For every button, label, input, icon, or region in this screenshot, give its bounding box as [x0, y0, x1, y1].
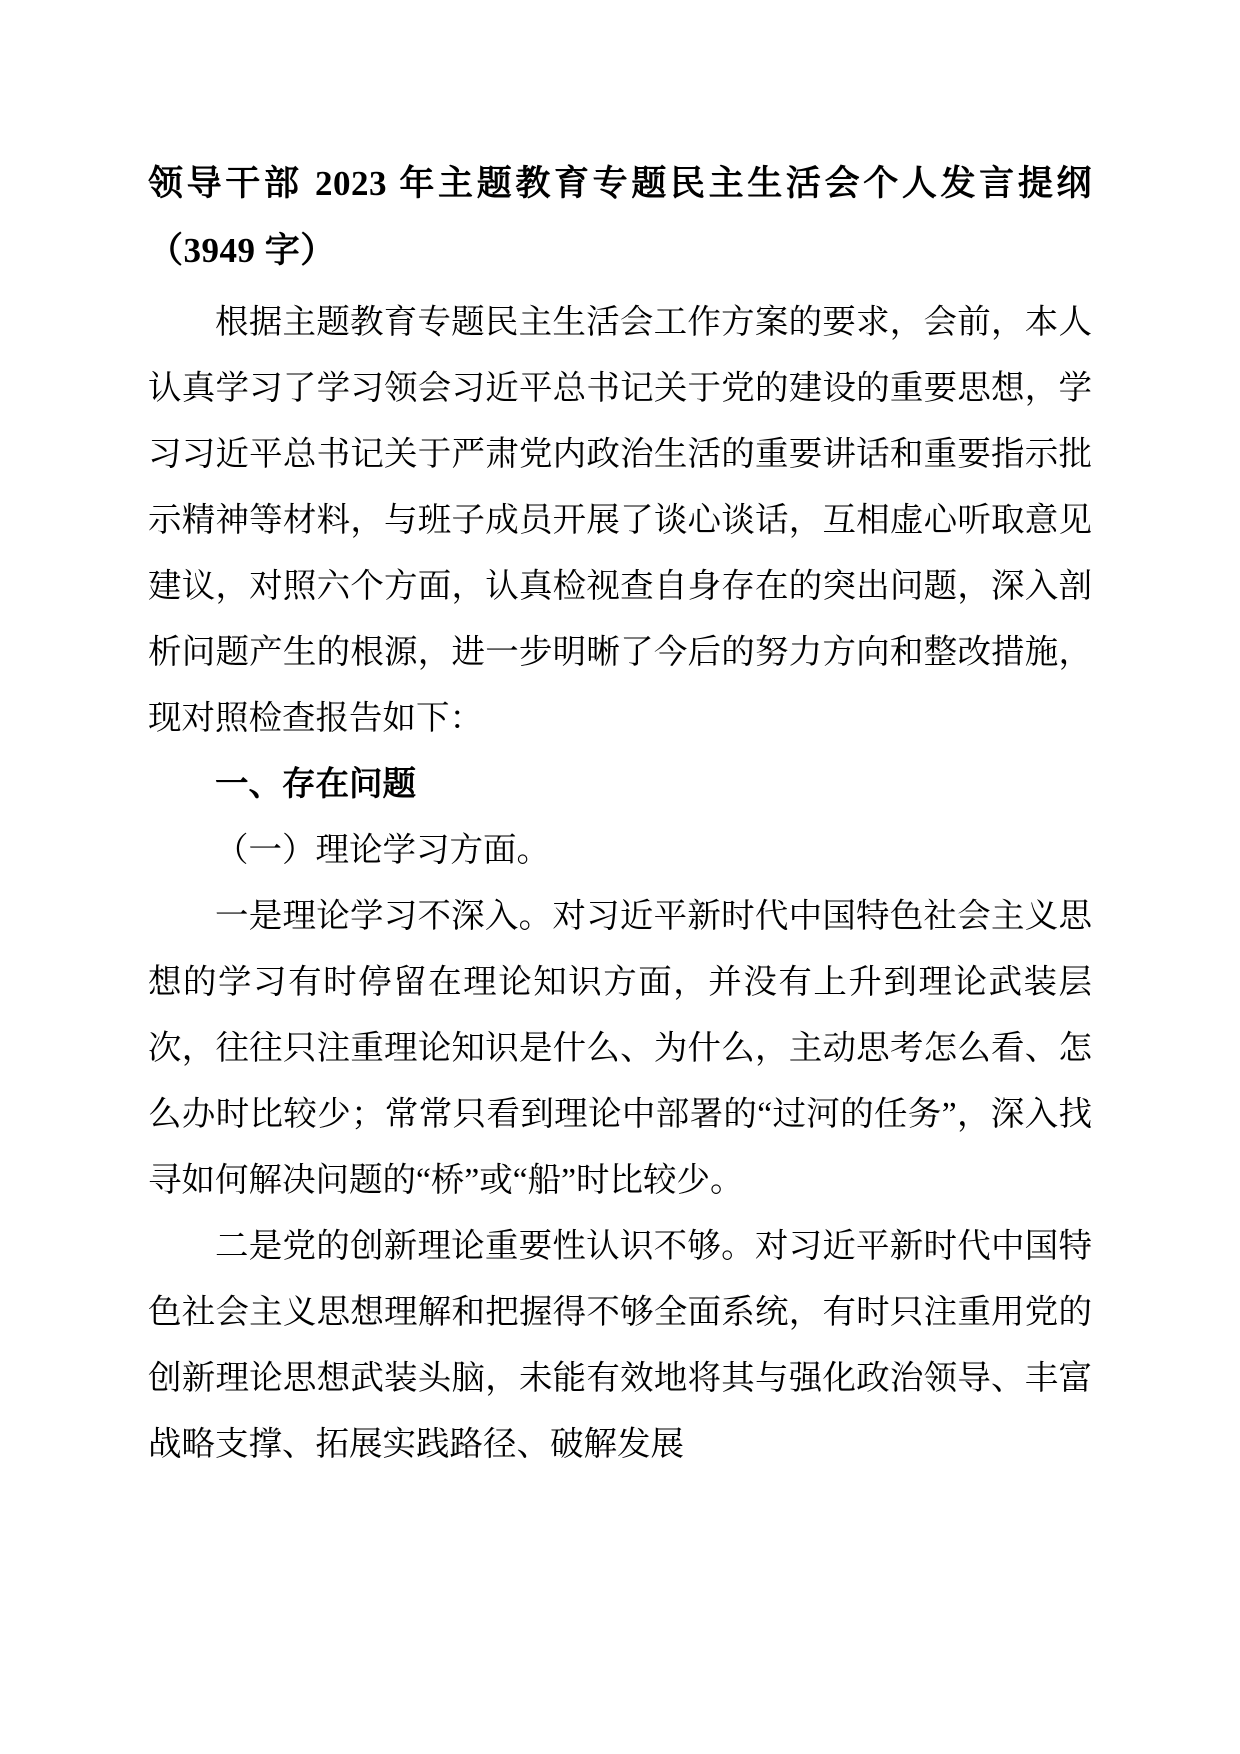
section-heading-1: 一、存在问题	[215, 766, 416, 803]
paragraph-point-2: 二是党的创新理论重要性认识不够。对习近平新时代中国特色社会主义思想理解和把握得不够全面系统，有时只注重用党的创新理论思想武装头脑，未能有效地将其与强化政治领导、丰富战略支撑、拓展实践路径、破解发展	[148, 1228, 1092, 1463]
subsection-heading-1-1: （一）理论学习方面。	[215, 832, 550, 869]
page-title: 领导干部 2023 年主题教育专题民主生活会个人发言提纲（3949 字）	[148, 164, 1092, 270]
paragraph-point-1: 一是理论学习不深入。对习近平新时代中国特色社会主义思想的学习有时停留在理论知识方面，并没有上升到理论武装层次，往往只注重理论知识是什么、为什么，主动思考怎么看、怎么办时比较少；常常只看到理论中部署的“过河的任务”，深入找寻如何解决问题的“桥”或“船”时比较少。	[148, 898, 1092, 1199]
paragraph-intro: 根据主题教育专题民主生活会工作方案的要求，会前，本人认真学习了学习领会习近平总书记关于党的建设的重要思想，学习习近平总书记关于严肃党内政治生活的重要讲话和重要指示批示精神等材料，与班子成员开展了谈心谈话，互相虚心听取意见建议，对照六个方面，认真检视查自身存在的突出问题，深入剖析问题产生的根源，进一步明晰了今后的努力方向和整改措施，现对照检查报告如下：	[148, 304, 1092, 737]
